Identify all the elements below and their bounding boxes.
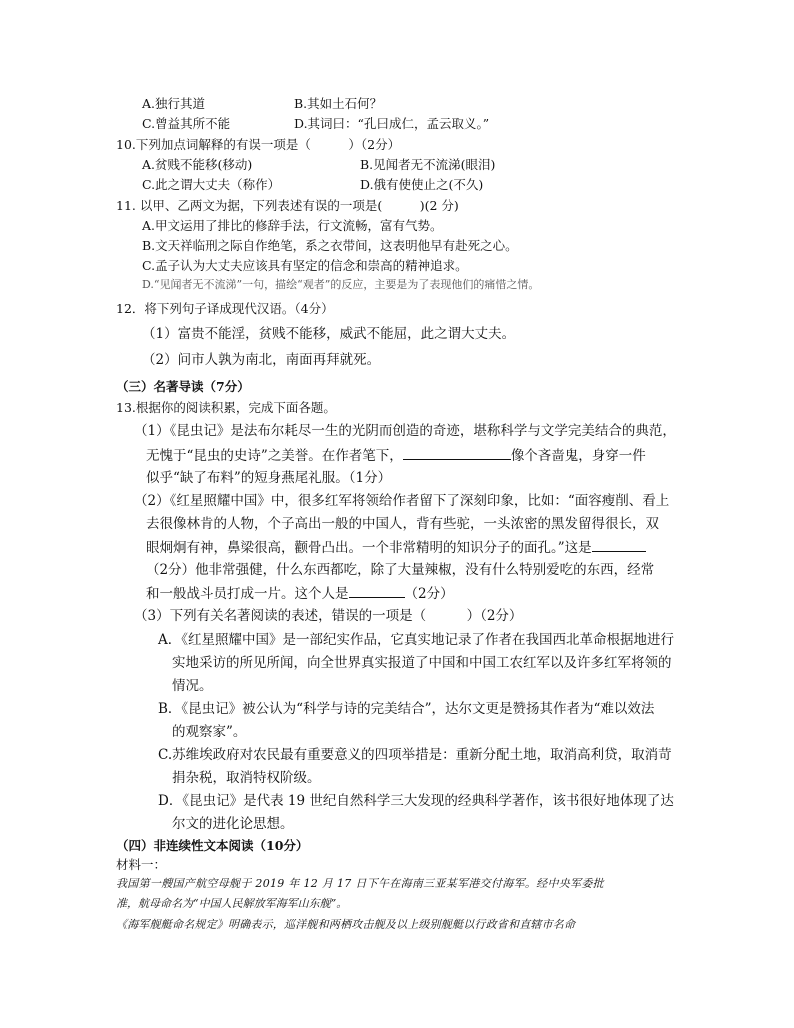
q13-part2-line5-text-b: （2分） — [404, 586, 454, 602]
section-4-title: （四）非连续性文本阅读（10分） — [116, 838, 309, 853]
q10-stem: 10.下列加点词解释的有误一项是（ ）（2分） — [116, 137, 401, 152]
q13-part2-line1: （2）《红星照耀中国》中，很多红军将领给作者留下了深刻印象，比如：“面容瘦削、看上 — [134, 493, 670, 509]
q12-sentence-1: （1）富贵不能淫，贫贱不能移，威武不能屈，此之谓大丈夫。 — [142, 326, 516, 342]
q13-part2-line3 — [146, 537, 646, 558]
q11-option-b: B.文天祥临刑之际自作绝笔，系之衣带间，这表明他早有赴死之心。 — [142, 238, 518, 253]
q13-part3-option-d-line2: 尔文的进化论思想。 — [172, 816, 294, 832]
q13-part2-line5-text-a: 和一般战斗员打成一片。这个人是 — [146, 586, 349, 602]
q13-part3-option-a-line1: A．《红星照耀中国》是一部纪实作品，它真实地记录了作者在我国西北革命根据地进行 — [158, 632, 674, 648]
q13-part3-option-c-line2: 捐杂税，取消特权阶级。 — [172, 770, 321, 786]
q13-part3-option-b-line1: B．《昆虫记》被公认为“科学与诗的完美结合”，达尔文更是赞扬其作者为“难以效法 — [158, 701, 655, 717]
q11-option-c: C.孟子认为大丈夫应该具有坚定的信念和崇高的精神追求。 — [142, 258, 468, 273]
q13-part2-line3-text: 眼炯炯有神，鼻梁很高，颧骨凸出。一个非常精明的知识分子的面孔。”这是 — [146, 540, 592, 556]
q12-stem: 12．将下列句子译成现代汉语。（4分） — [116, 301, 334, 316]
q10-option-d: D.俄有使使止之(不久) — [360, 177, 484, 192]
q13-part3-stem: （3）下列有关名著阅读的表述，错误的一项是（ ）（2分） — [134, 608, 523, 624]
q13-part2-answer-blank-1[interactable] — [592, 537, 646, 552]
q9-option-c: C.曾益其所不能 — [142, 116, 231, 131]
q13-part1-line3: 似乎“缺了布料”的短身燕尾礼服。（1分） — [146, 470, 392, 486]
material-1-label: 材料一： — [116, 857, 167, 872]
q13-part1-answer-blank[interactable] — [403, 445, 511, 460]
q12-sentence-2: （2）问市人孰为南北，南面再拜就死。 — [142, 352, 381, 368]
q13-part3-option-a-line3: 情况。 — [172, 678, 213, 694]
q13-part2-line5 — [146, 583, 454, 604]
q10-option-b: B.见闻者无不流涕(眼泪) — [360, 157, 496, 172]
q13-part1-line2-text-b: 像个吝啬鬼，身穿一件 — [510, 448, 646, 464]
q13-part3-option-b-line2: 的观察家”。 — [172, 724, 247, 740]
q13-part1-line1: （1）《昆虫记》是法布尔耗尽一生的光阴而创造的奇迹，堪称科学与文学完美结合的典范， — [134, 423, 676, 439]
q13-part3-option-c-line1: C.苏维埃政府对农民最有重要意义的四项举措是：重新分配土地，取消高利贷，取消苛 — [158, 747, 672, 763]
q11-stem: 11. 以甲、乙两文为据，下列表述有误的一项是( )(2 分) — [116, 198, 459, 213]
q9-option-d: D.其词曰：“孔曰成仁，孟云取义。” — [294, 116, 490, 131]
q13-part3-option-a-line2: 实地采访的所见所闻，向全世界真实报道了中国和中国工农红军以及许多红军将领的 — [172, 655, 672, 671]
q13-stem: 13.根据你的阅读积累，完成下面各题。 — [116, 400, 336, 415]
material-1-line1: 我国第一艘国产航空母舰于 2019 年 12 月 17 日下午在海南三亚某军港交付海军。经中央军委批 — [116, 877, 604, 890]
q13-part1-line2-text-a: 无愧于“昆虫的史诗”之美誉。在作者笔下， — [146, 448, 403, 464]
q9-option-a: A.独行其道 — [142, 96, 206, 111]
material-1-line3: 《海军舰艇命名规定》明确表示，巡洋舰和两栖攻击舰及以上级别舰艇以行政省和直辖市名命 — [116, 918, 576, 931]
q13-part1-line2 — [146, 445, 646, 466]
q13-part2-line4: （2分）他非常强健，什么东西都吃，除了大量辣椒，没有什么特别爱吃的东西，经常 — [146, 562, 655, 578]
q11-option-a: A.甲文运用了排比的修辞手法，行文流畅，富有气势。 — [142, 218, 443, 233]
q11-option-d: D.“见闻者无不流涕”一句，描绘“观者”的反应，主要是为了表现他们的痛惜之情。 — [142, 278, 540, 291]
q13-part2-line2: 去很像林肯的人物，个子高出一般的中国人，背有些驼，一头浓密的黑发留得很长，双 — [146, 516, 659, 532]
q10-option-c: C.此之谓大丈夫（称作） — [142, 177, 281, 192]
q13-part2-answer-blank-2[interactable] — [349, 583, 405, 598]
q9-option-b: B.其如土石何？ — [294, 96, 383, 111]
material-1-line2: 准，航母命名为“中国人民解放军海军山东舰”。 — [116, 897, 348, 910]
q13-part3-option-d-line1: D．《昆虫记》是代表 19 世纪自然科学三大发现的经典科学著作，该书很好地体现了达 — [158, 793, 674, 809]
q10-option-a: A.贫贱不能移(移动) — [142, 157, 253, 172]
section-3-title: （三）名著导读（7分） — [116, 379, 250, 394]
